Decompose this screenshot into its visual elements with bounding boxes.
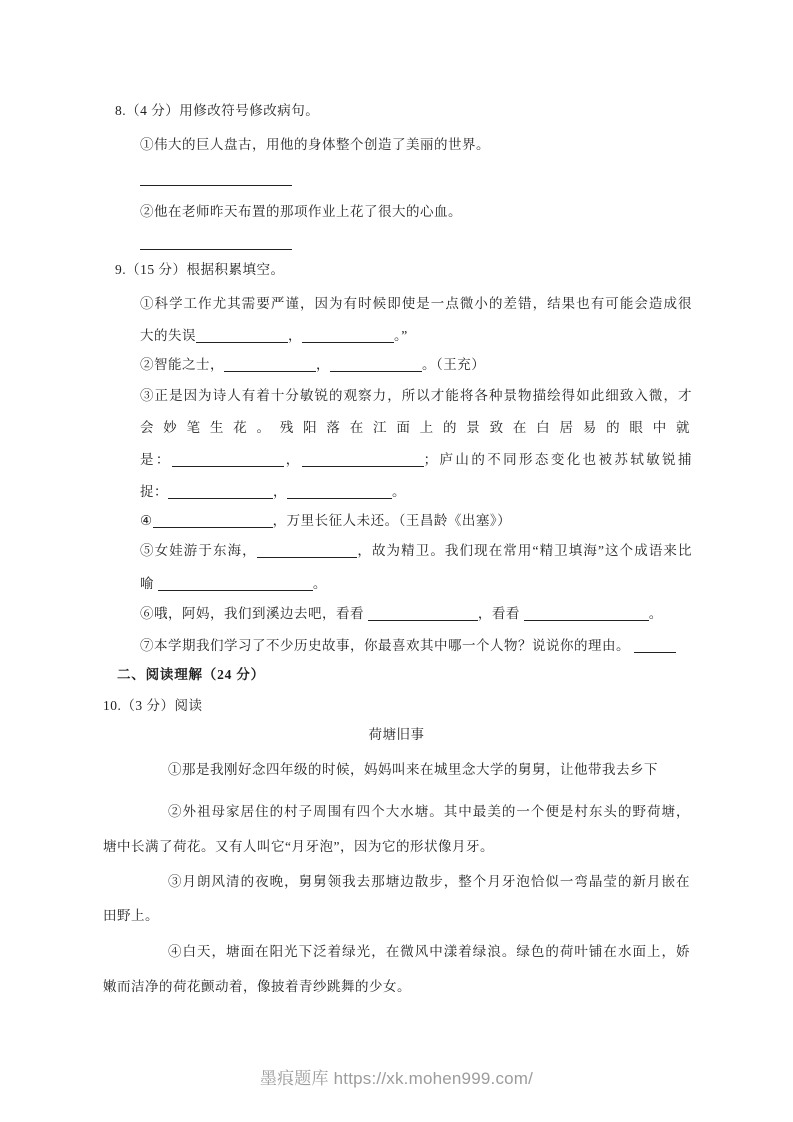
- passage-title: 荷塘旧事: [368, 727, 425, 742]
- site-footer-text: 墨痕题库 https://xk.mohen999.com/: [259, 1069, 534, 1088]
- answer-blank: [196, 329, 288, 343]
- q9-line-5: 会妙笔生花。残阳落在江面上的景致在白居易的眼中就: [140, 420, 690, 435]
- q9-header: 9.（15 分）根据积累填空。: [115, 262, 285, 277]
- q9-line-9: ⑤女娃游于东海， ，故为精卫。我们现在常用“精卫填海”这个成语来比: [140, 543, 693, 558]
- answer-blank: [153, 514, 273, 528]
- q9-line-6: 是： ， ；庐山的不同形态变化也被苏轼敏锐捕: [140, 452, 693, 467]
- answer-blank: [224, 358, 316, 372]
- answer-blank: [158, 577, 313, 591]
- passage-line-3: 塘中长满了荷花。又有人叫它“月牙泡”，因为它的形状像月牙。: [103, 839, 494, 854]
- q8-sentence-2: ②他在老师昨天布置的那项作业上花了很大的心血。: [140, 204, 462, 219]
- answer-blank: [172, 453, 284, 467]
- q9-line-10: 喻 。: [140, 576, 327, 591]
- passage-line-5: 田野上。: [103, 908, 159, 923]
- q9-line-12: ⑦本学期我们学习了不少历史故事，你最喜欢其中哪一个人物？说说你的理由。: [140, 637, 676, 655]
- answer-blank: [330, 358, 422, 372]
- passage-line-1: ①那是我刚好念四年级的时候，妈妈叫来在城里念大学的舅舅，让他带我去乡下: [168, 762, 658, 777]
- q8-header: 8.（4 分）用修改符号修改病句。: [115, 103, 320, 118]
- passage-line-2: ②外祖母家居住的村子周围有四个大水塘。其中最美的一个便是村东头的野荷塘，: [168, 804, 690, 819]
- answer-blank: [168, 485, 273, 499]
- answer-blank: [302, 453, 424, 467]
- q9-line-1: ①科学工作尤其需要严谨，因为有时候即使是一点微小的差错，结果也有可能会造成很: [140, 296, 692, 311]
- q8-answer-line-2: [140, 234, 292, 252]
- passage-line-6: ④白天，塘面在阳光下泛着绿光，在微风中漾着绿浪。绿色的荷叶铺在水面上，娇: [168, 944, 690, 959]
- passage-line-4: ③月朗风清的夜晚，舅舅领我去那塘边散步，整个月牙泡恰似一弯晶莹的新月嵌在: [168, 874, 690, 889]
- section-2-header: 二、阅读理解（24 分）: [117, 667, 265, 682]
- q8-sentence-1: ①伟大的巨人盘古，用他的身体整个创造了美丽的世界。: [140, 137, 490, 152]
- q9-line-11: ⑥哦，阿妈，我们到溪边去吧，看看 ，看看 。: [140, 606, 663, 621]
- q8-answer-line-1: [140, 170, 292, 188]
- q9-line-4: ③正是因为诗人有着十分敏锐的观察力，所以才能将各种景物描绘得如此细致入微，才: [140, 388, 692, 403]
- q10-header: 10.（3 分）阅读: [103, 698, 203, 713]
- answer-blank: [524, 607, 649, 621]
- answer-blank: [368, 607, 478, 621]
- answer-blank: [634, 639, 676, 653]
- answer-blank: [257, 544, 357, 558]
- answer-blank: [140, 236, 292, 250]
- answer-blank: [302, 329, 394, 343]
- passage-line-7: 嫩而洁净的荷花颤动着，像披着青纱跳舞的少女。: [103, 979, 411, 994]
- answer-blank: [140, 172, 292, 186]
- q9-line-2: 大的失误 ， 。”: [140, 328, 408, 343]
- q9-line-7: 捉： ， 。: [140, 484, 406, 499]
- q9-line-3: ②智能之士， ， 。（王充）: [140, 357, 486, 372]
- answer-blank: [287, 485, 392, 499]
- q9-line-8: ④ ，万里长征人未还。（王昌龄《出塞》）: [140, 513, 512, 528]
